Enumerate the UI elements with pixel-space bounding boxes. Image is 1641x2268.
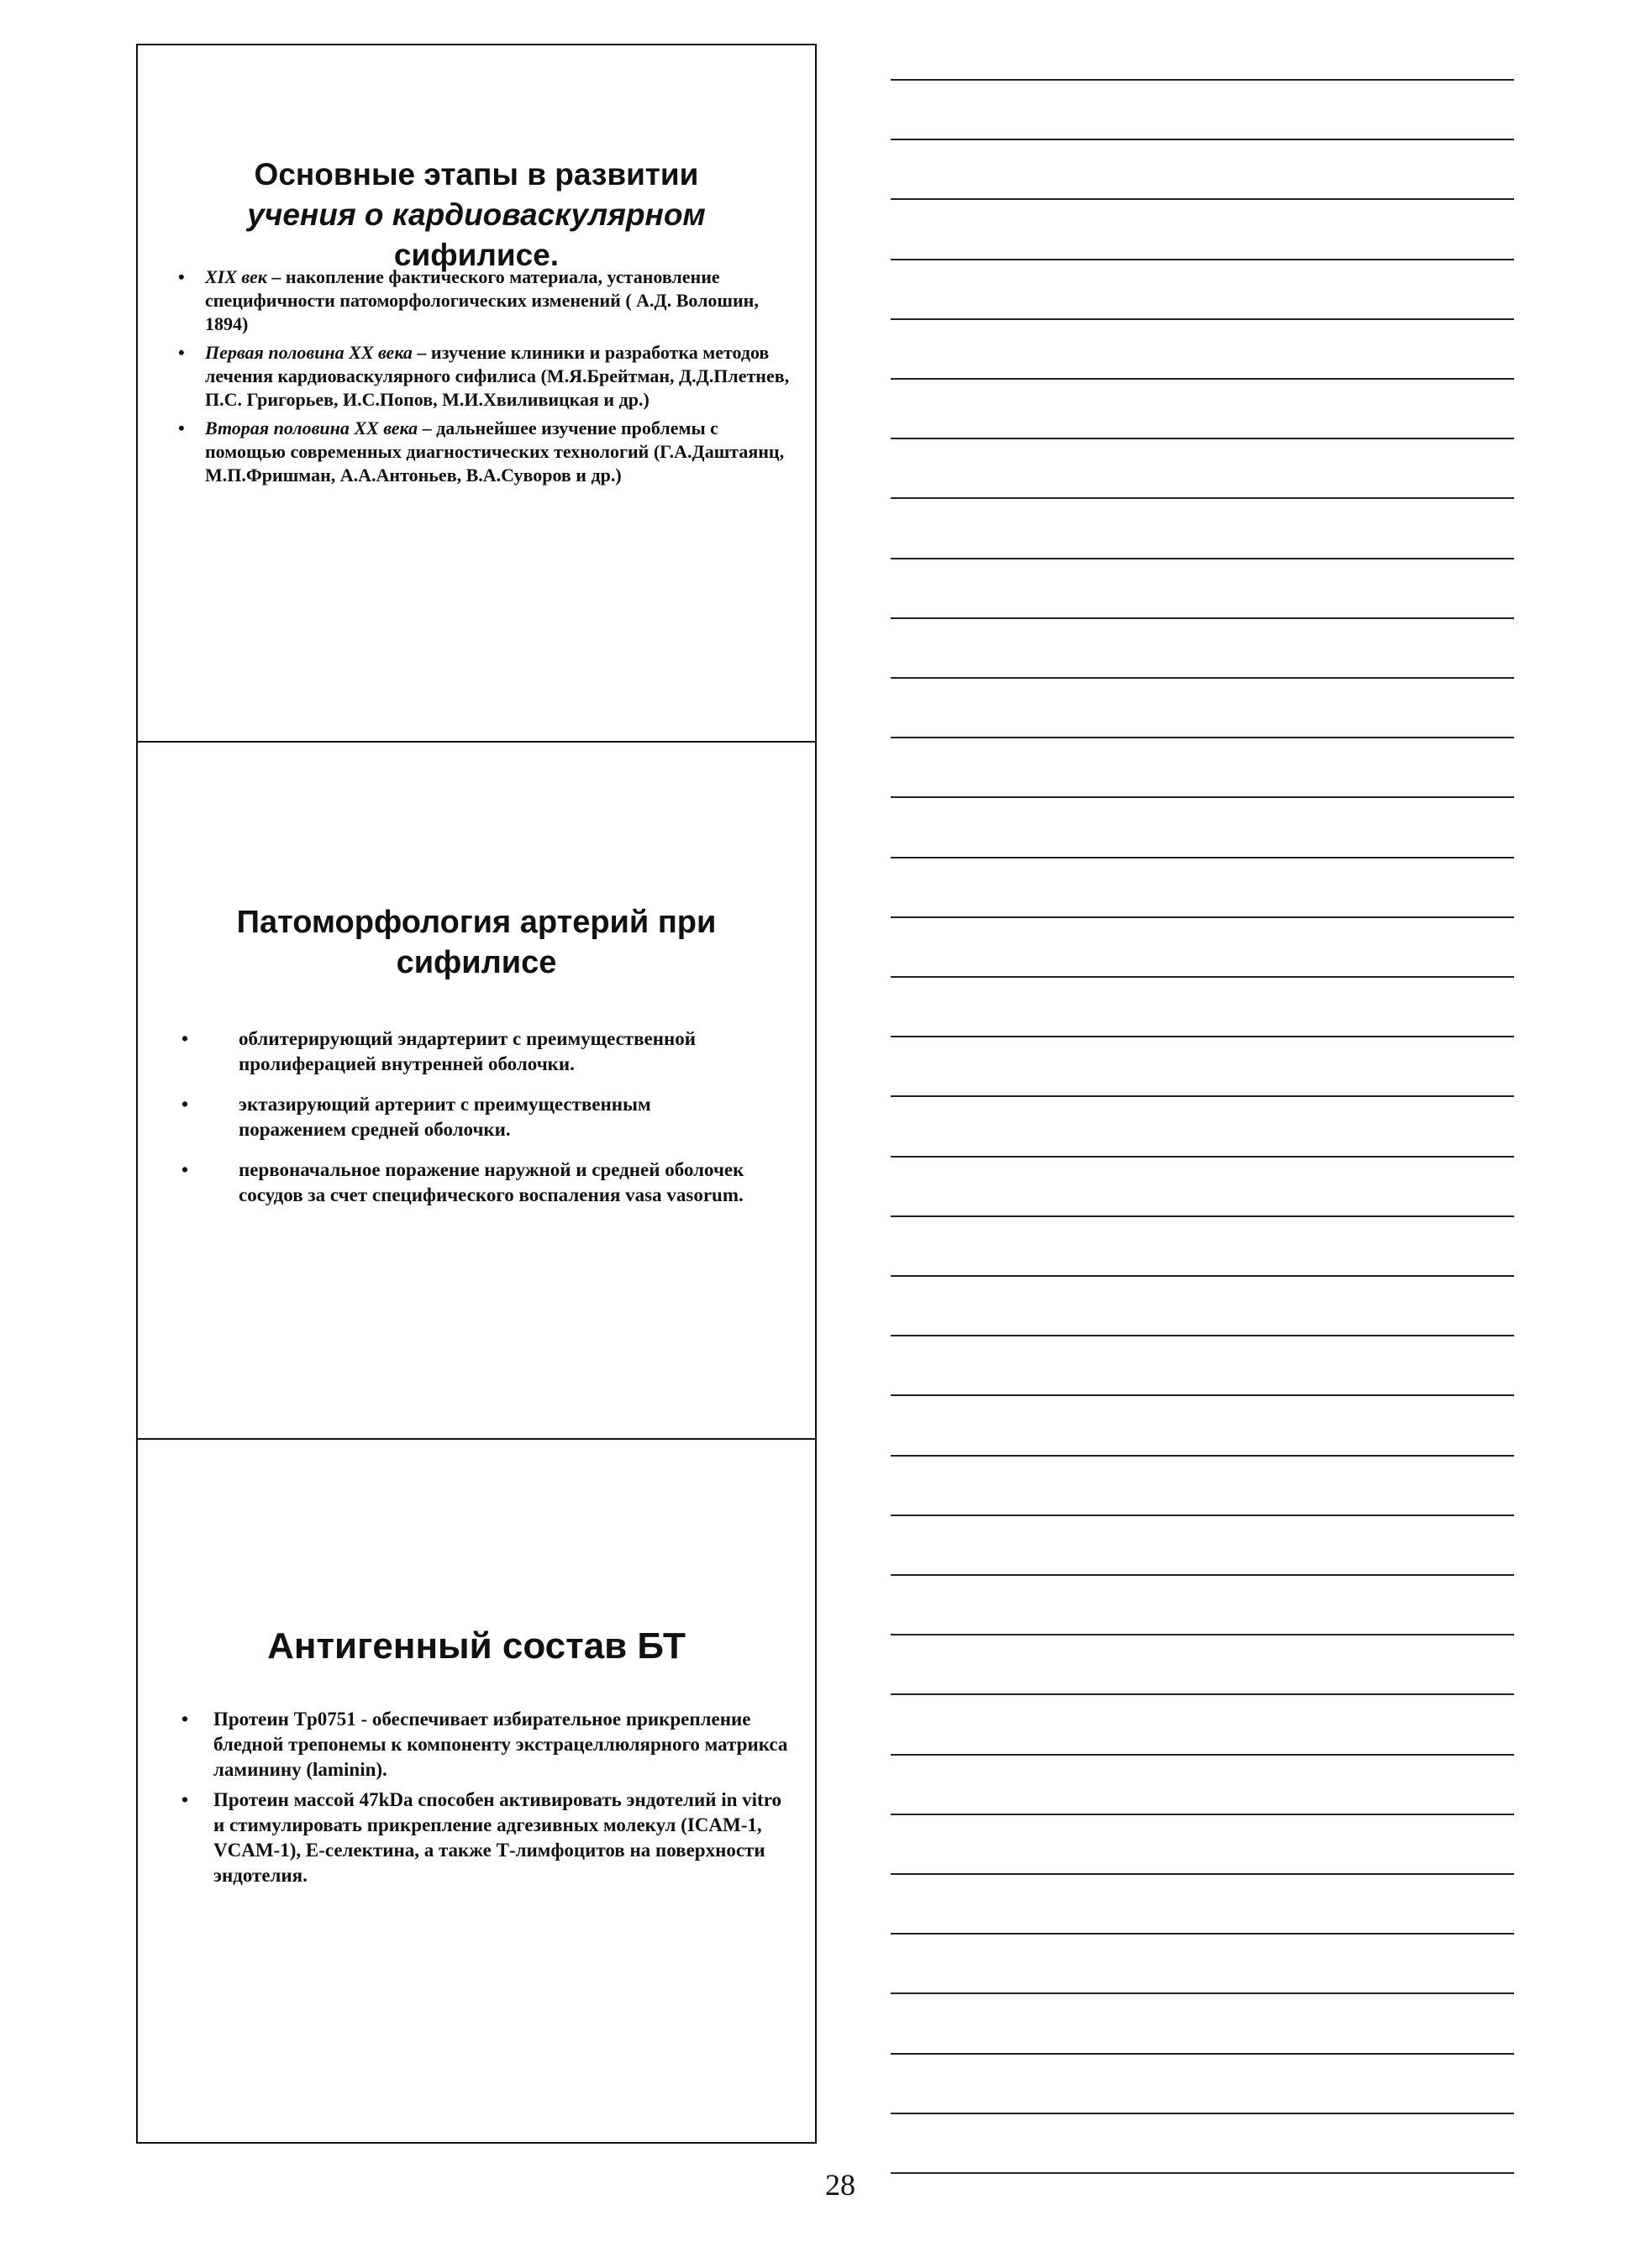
list-item-lead: XIX век xyxy=(205,266,267,287)
list-item-text: первоначальное поражение наружной и средней оболочек сосудов за счет специфического воспаления vasa vasorum. xyxy=(239,1159,744,1205)
note-line xyxy=(891,796,1514,798)
note-line xyxy=(891,677,1514,679)
note-line xyxy=(891,139,1514,140)
slide-2 xyxy=(138,743,815,1440)
bullet-icon: • xyxy=(178,417,185,438)
note-line xyxy=(891,916,1514,918)
note-line xyxy=(891,976,1514,978)
list-item xyxy=(170,265,792,336)
bullet-icon: • xyxy=(181,1094,189,1115)
slide-title: Патоморфология артерий при сифилисе xyxy=(236,905,717,980)
notes-lines xyxy=(891,0,1514,2150)
slide-title-line-2: учения о кардиоваскулярном xyxy=(247,197,706,232)
slide-title-line-1: Основные этапы в развитии xyxy=(254,157,699,192)
note-line xyxy=(891,1693,1514,1695)
list-item-lead: Первая половина XX века xyxy=(205,342,413,363)
list-item-text: – дальнейшее изучение проблемы с помощью современных диагностических технологий (Г.А.Даштаянц, М.П.Фришман, А.А.Антоньев, В.А.Суворов и др.) xyxy=(205,417,785,486)
note-line xyxy=(891,1873,1514,1875)
note-line xyxy=(891,1394,1514,1396)
note-line xyxy=(891,1335,1514,1336)
note-line xyxy=(891,259,1514,260)
bullet-icon: • xyxy=(178,342,185,363)
bullet-icon: • xyxy=(178,266,185,287)
slide-title: Антигенный состав БТ xyxy=(267,1625,686,1667)
list-item xyxy=(170,417,792,487)
note-line xyxy=(891,857,1514,858)
note-line xyxy=(891,1754,1514,1756)
list-item xyxy=(170,1158,758,1208)
list-item xyxy=(170,341,792,412)
note-line xyxy=(891,1814,1514,1815)
slides-column xyxy=(136,44,817,2144)
slide-title-line-3: сифилисе. xyxy=(393,238,560,272)
slide-title xyxy=(171,155,781,276)
note-line xyxy=(891,318,1514,320)
note-line xyxy=(891,1036,1514,1037)
bullet-list xyxy=(170,265,792,492)
slide-1 xyxy=(138,45,815,743)
note-line xyxy=(891,1992,1514,1994)
note-line xyxy=(891,79,1514,81)
note-line xyxy=(891,438,1514,439)
page-number: 28 xyxy=(825,2168,855,2202)
list-item-text: облитерирующий эндартериит с преимущественной пролиферацией внутренней оболочки. xyxy=(239,1028,696,1074)
note-line xyxy=(891,378,1514,380)
bullet-icon: • xyxy=(181,1789,189,1810)
list-item-text: Протеин Tp0751 - обеспечивает избирательное прикрепление бледной трепонемы к компоненту экстрацеллюлярного матрикса ламинину (laminin). xyxy=(213,1709,788,1780)
note-line xyxy=(891,737,1514,738)
note-line xyxy=(891,198,1514,200)
list-item-lead: Вторая половина XX века xyxy=(205,417,418,438)
bullet-icon: • xyxy=(181,1159,189,1180)
note-line xyxy=(891,617,1514,619)
note-line xyxy=(891,1156,1514,1158)
slide-3 xyxy=(138,1440,815,2142)
note-line xyxy=(891,1275,1514,1277)
note-line xyxy=(891,2172,1514,2174)
list-item xyxy=(170,1788,792,1888)
note-line xyxy=(891,1455,1514,1457)
list-item-text: Протеин массой 47kDa способен активировать эндотелий in vitro и стимулировать прикрепление адгезивных молекул (ICAM-1, VCAM-1), E-селектина, а также Т-лимфоцитов на поверхности эндотелия. xyxy=(213,1789,781,1886)
note-line xyxy=(891,558,1514,559)
note-line xyxy=(891,497,1514,499)
list-item xyxy=(170,1026,758,1077)
bullet-list xyxy=(170,1026,758,1223)
list-item xyxy=(170,1092,758,1142)
note-line xyxy=(891,1634,1514,1635)
note-line xyxy=(891,1515,1514,1516)
note-line xyxy=(891,1215,1514,1217)
note-line xyxy=(891,1095,1514,1097)
list-item xyxy=(170,1707,792,1782)
bullet-icon: • xyxy=(181,1028,189,1049)
note-line xyxy=(891,2113,1514,2114)
note-line xyxy=(891,1574,1514,1576)
bullet-list xyxy=(170,1707,792,1893)
list-item-text: эктазирующий артериит с преимущественным поражением средней оболочки. xyxy=(239,1094,651,1140)
list-item-text: – изучение клиники и разработка методов лечения кардиоваскулярного сифилиса (М.Я.Брейтман, Д.Д.Плетнев, П.С. Григорьев, И.С.Попов, М.И.Хвиливицкая и др.) xyxy=(205,342,790,410)
bullet-icon: • xyxy=(181,1709,189,1730)
note-line xyxy=(891,2053,1514,2055)
list-item-text: – накопление фактического материала, установление специфичности патоморфологических изменений ( А.Д. Волошин, 1894) xyxy=(205,266,759,334)
note-line xyxy=(891,1933,1514,1935)
